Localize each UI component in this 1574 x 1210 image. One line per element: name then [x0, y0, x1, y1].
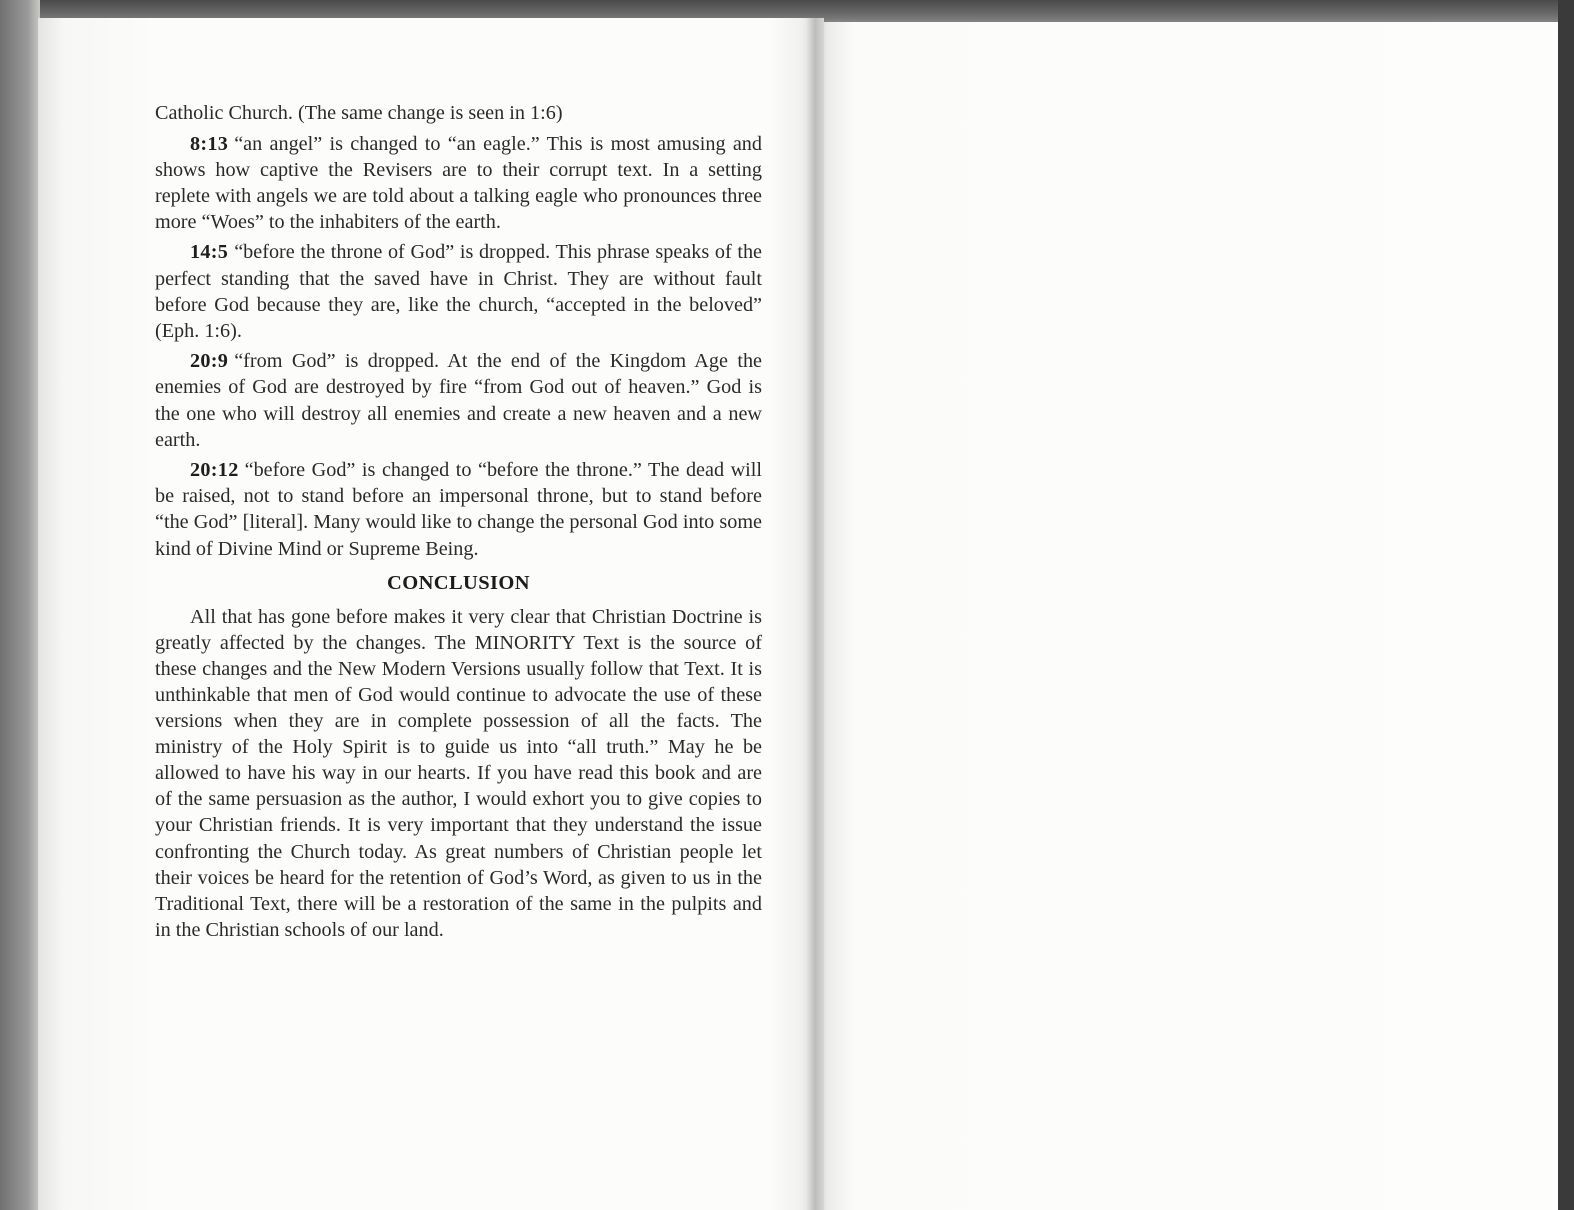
opening-paragraph: Catholic Church. (The same change is seen in 1:6) [155, 102, 563, 124]
verse-reference: 8:13 [190, 132, 229, 155]
verse-reference: 20:12 [190, 459, 239, 482]
entry-paragraph [155, 239, 762, 343]
conclusion-paragraph: All that has gone before makes it very clear that Christian Doctrine is greatly affected by the changes. The MINORITY Text is the source of these changes and the New Modern Versions usually follow that Text. It is unthinkable that men of God would continue to advocate the use of these versions when they are in complete possession of all the facts. The ministry of the Holy Spirit is to guide us into “all truth.” May he be allowed to have his way in our hearts. If you have read this book and are of the same persuasion as the author, I would exhort you to give copies to your Christian friends. It is very important that they understand the issue confronting the Church today. As great numbers of Christian people let their voices be heard for the retention of God’s Word, as given to us in the Traditional Text, there will be a restoration of the same in the pulpits and in the Christian schools of our land. [155, 605, 762, 941]
verse-reference: 14:5 [190, 241, 229, 264]
right-page-blank [814, 22, 1558, 1210]
entry-text: “from God” is dropped. At the end of the Kingdom Age the enemies of God are destroyed by fire “from God out of heaven.” God is the one who will destroy all enemies and create a new heaven and a new earth. [155, 350, 762, 451]
entry-text: “an angel” is changed to “an eagle.” This is most amusing and shows how captive the Revisers are to their corrupt text. In a setting replete with angels we are told about a talking eagle who pronounces three more “Woes” to the inhabiters of the earth. [155, 132, 762, 233]
scanner-edge-left [0, 0, 40, 1210]
entry-text: “before the throne of God” is dropped. This phrase speaks of the perfect standing that the saved have in Christ. They are without fault before God because they are, like the church, “accepted in the beloved” (Eph. 1:6). [155, 241, 762, 342]
verse-reference: 20:9 [190, 350, 229, 373]
entry-text: “before God” is changed to “before the throne.” The dead will be raised, not to stand before an impersonal throne, but to stand before “the God” [literal]. Many would like to change the personal God into some kind of Divine Mind or Supreme Being. [155, 459, 762, 560]
entry-paragraph [155, 457, 762, 561]
scanner-edge-right [1558, 0, 1574, 1210]
section-heading: CONCLUSION [387, 571, 530, 594]
entry-paragraph [155, 348, 762, 452]
left-page-text [155, 100, 762, 947]
entry-paragraph [155, 131, 762, 235]
book-gutter [806, 18, 824, 1210]
